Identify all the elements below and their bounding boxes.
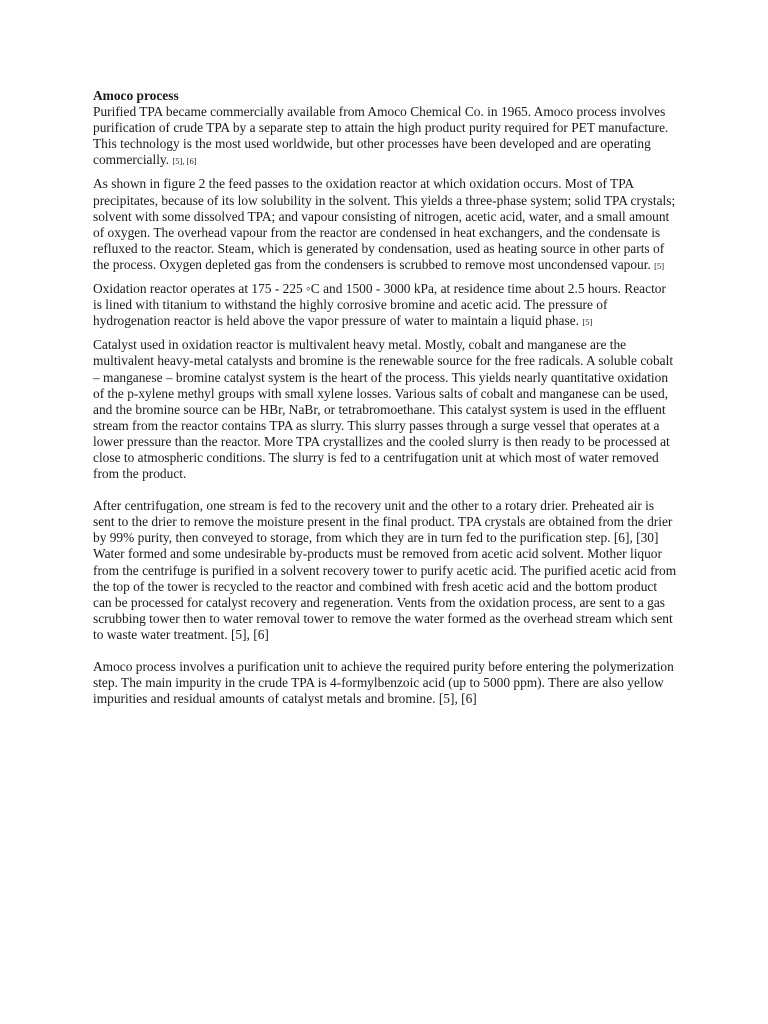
citation-ref: [5] (582, 317, 593, 328)
document-page (93, 88, 678, 707)
section-heading: Amoco process (93, 88, 179, 103)
paragraph-feed-oxidation (93, 176, 678, 273)
paragraph-purification (93, 659, 678, 707)
paragraph-text: After centrifugation, one stream is fed to the recovery unit and the other to a rotary drier. Preheated air is sent to the drier to remove the moisture present in the final product. TPA crystals are obtained from the drier by 99% purity, then conveyed to storage, from which they are in turn fed to the purification step. [6], [30] Water formed and some undesirable by-products must be removed from acetic acid solvent. Mother liquor from the centrifuge is purified in a solvent recovery tower to purify acetic acid. The purified acetic acid from the top of the tower is recycled to the reactor and combined with fresh acetic acid and the bottom product can be processed for catalyst recovery and regeneration. Vents from the oxidation process, are sent to a gas scrubbing tower then to water removal tower to remove the water formed as the overhead stream which sent to waste water treatment. [5], [6] (93, 498, 677, 642)
paragraph-text: Oxidation reactor operates at 175 - 225 ◦C and 1500 - 3000 kPa, at residence time about 2.5 hours. Reactor is lined with titanium to withstand the highly corrosive bromine and acetic acid. The pressure of hydrogenation reactor is held above the vapor pressure of water to maintain a liquid phase. (93, 281, 666, 329)
paragraph-text: Purified TPA became commercially available from Amoco Chemical Co. in 1965. Amoco process involves purification of crude TPA by a separate step to attain the high product purity required for PET manufacture. This technology is the most used worldwide, but other processes have been developed and are operating commercially. (93, 104, 669, 168)
paragraph-text: Amoco process involves a purification unit to achieve the required purity before entering the polymerization step. The main impurity in the crude TPA is 4-formylbenzoic acid (up to 5000 ppm). There are also yellow impurities and residual amounts of catalyst metals and bromine. [5], [6] (93, 659, 674, 707)
paragraph-text: Catalyst used in oxidation reactor is multivalent heavy metal. Mostly, cobalt and manganese are the multivalent heavy-metal catalysts and bromine is the renewable source for the free radicals. A soluble cobalt – manganese – bromine catalyst system is the heart of the process. This yields nearly quantitative oxidation of the p-xylene methyl groups with small xylene losses. Various salts of cobalt and manganese can be used, and the bromine source can be HBr, NaBr, or tetrabromoethane. This catalyst system is used in the effluent stream from the reactor contains TPA as slurry. This slurry passes through a surge vessel that operates at a lower pressure than the reactor. More TPA crystallizes and the cooled slurry is then ready to be processed at close to atmospheric conditions. The slurry is fed to a centrifugation unit at which most of water removed from the product. (93, 337, 674, 482)
paragraph-catalyst (93, 337, 678, 482)
paragraph-intro (93, 104, 678, 168)
citation-ref: [5], [6] (172, 156, 197, 167)
paragraph-centrifugation (93, 498, 678, 643)
paragraph-text: As shown in figure 2 the feed passes to the oxidation reactor at which oxidation occurs. Most of TPA precipitates, because of its low solubility in the solvent. This yields a three-phase system; solid TPA crystals; solvent with some dissolved TPA; and vapour consisting of nitrogen, acetic acid, water, and a small amount of oxygen. The overhead vapour from the reactor are condensed in heat exchangers, and the condensate is refluxed to the reactor. Steam, which is generated by condensation, used as heating source in other parts of the process. Oxygen depleted gas from the condensers is scrubbed to remove most uncondensed vapour. (93, 176, 676, 272)
paragraph-reactor-conditions (93, 281, 678, 329)
citation-ref: [5] (654, 260, 665, 271)
